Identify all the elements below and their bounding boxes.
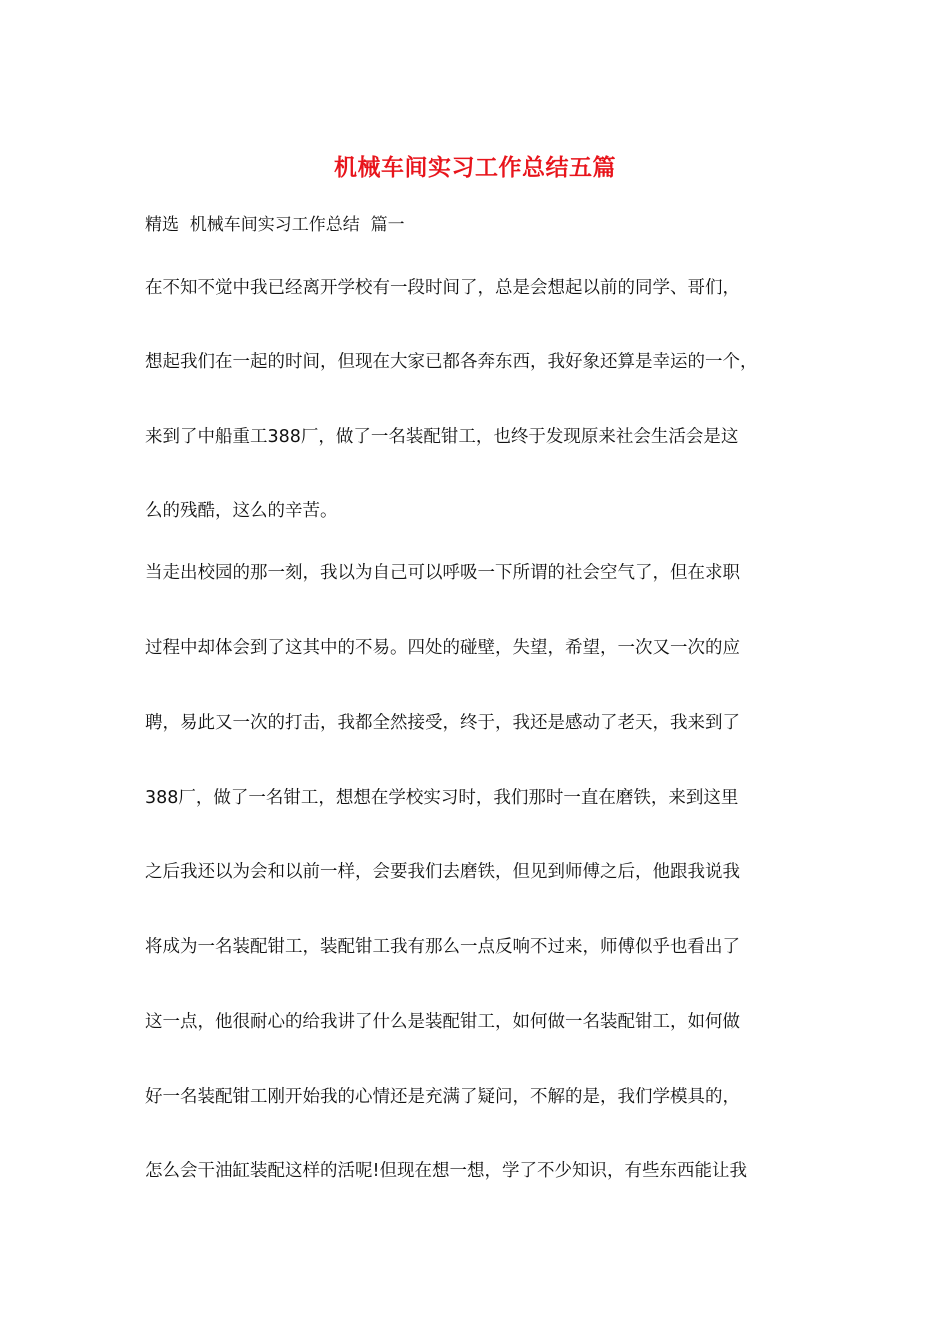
paragraph-line: 么的残酷，这么的辛苦。 [145,501,338,521]
paragraph-line: 当走出校园的那一刻，我以为自己可以呼吸一下所谓的社会空气了，但在求职 [145,563,740,583]
paragraph-line: 怎么会干油缸装配这样的活呢!但现在想一想，学了不少知识，有些东西能让我 [145,1161,748,1181]
paragraph-line: 来到了中船重工388厂，做了一名装配钳工，也终于发现原来社会生活会是这 [145,427,739,447]
paragraph-line: 聘，易此又一次的打击，我都全然接受，终于，我还是感动了老天，我来到了 [145,713,740,733]
paragraph-line: 在不知不觉中我已经离开学校有一段时间了，总是会想起以前的同学、哥们， [145,278,740,298]
paragraph-line: 这一点，他很耐心的给我讲了什么是装配钳工，如何做一名装配钳工，如何做 [145,1012,740,1032]
section-heading: 精选 机械车间实习工作总结 篇一 [145,215,405,235]
paragraph-line: 过程中却体会到了这其中的不易。四处的碰壁，失望，希望，一次又一次的应 [145,638,740,658]
paragraph-line: 想起我们在一起的时间，但现在大家已都各奔东西，我好象还算是幸运的一个， [145,352,758,372]
paragraph-line: 388厂，做了一名钳工，想想在学校实习时，我们那时一直在磨铁，来到这里 [145,788,739,808]
paragraph-line: 将成为一名装配钳工，装配钳工我有那么一点反响不过来，师傅似乎也看出了 [145,937,740,957]
paragraph-line: 之后我还以为会和以前一样，会要我们去磨铁，但见到师傅之后，他跟我说我 [145,862,740,882]
paragraph-line: 好一名装配钳工刚开始我的心情还是充满了疑问，不解的是，我们学模具的， [145,1087,740,1107]
document-title: 机械车间实习工作总结五篇 [334,154,616,181]
